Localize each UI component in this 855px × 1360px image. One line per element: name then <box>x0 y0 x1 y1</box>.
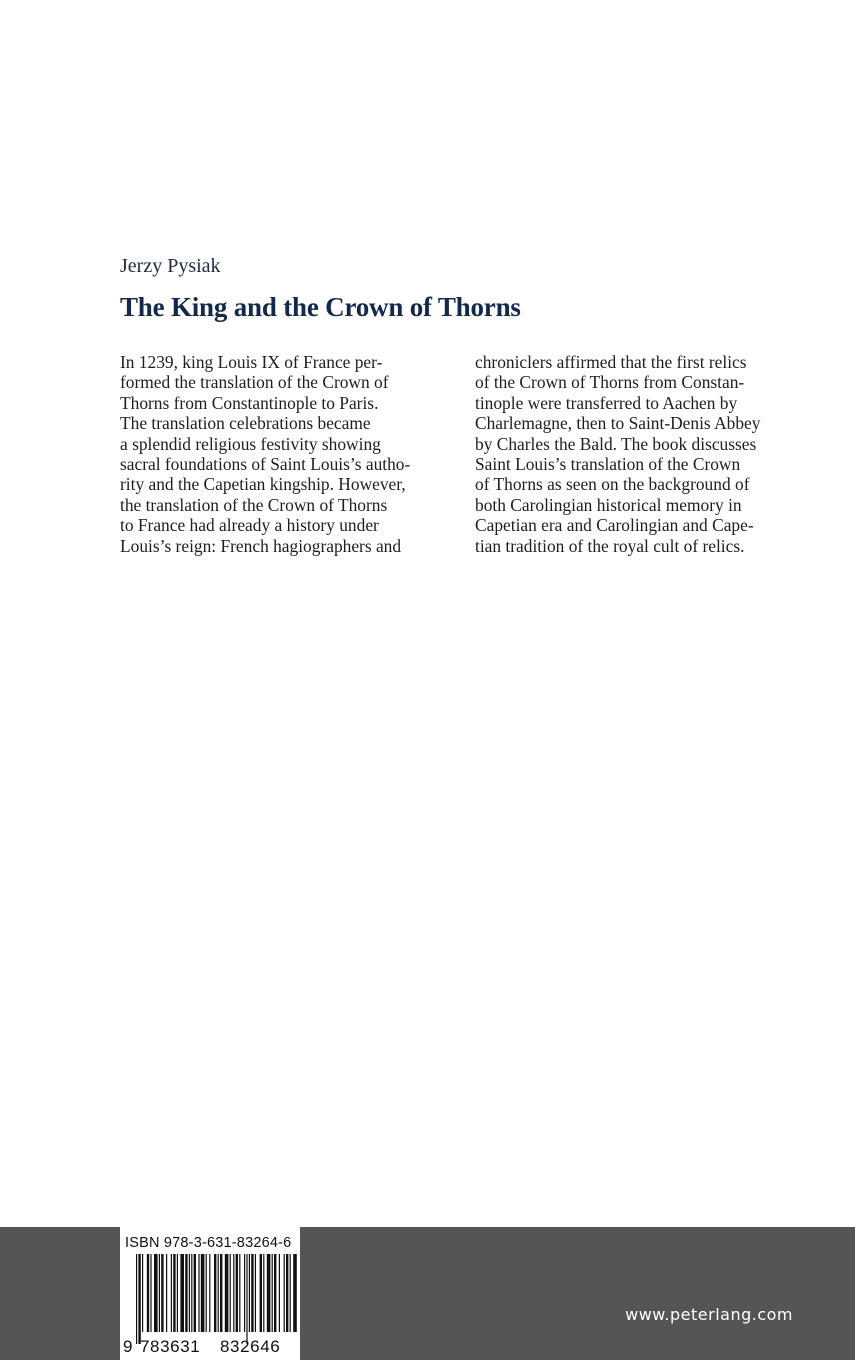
barcode <box>122 1254 298 1360</box>
barcode-bar <box>177 1254 178 1332</box>
barcode-bar <box>279 1254 280 1332</box>
barcode-bar <box>251 1254 253 1332</box>
barcode-bar <box>284 1254 285 1332</box>
publisher-url[interactable]: www.peterlang.com <box>625 1305 793 1324</box>
barcode-bar <box>274 1254 276 1332</box>
barcode-bar <box>147 1254 149 1332</box>
blurb-line: Louis’s reign: French hagiographers and <box>120 535 402 556</box>
barcode-digits-right: 832646 <box>220 1337 281 1356</box>
barcode-bar <box>194 1254 196 1332</box>
blurb-line: of the Crown of Thorns from Constan- <box>475 372 745 393</box>
barcode-bar <box>249 1254 250 1332</box>
barcode-bar <box>246 1254 247 1344</box>
barcode-bar <box>185 1254 187 1332</box>
barcode-bar <box>180 1254 184 1332</box>
blurb-line: the translation of the Crown of Thorns <box>120 494 388 515</box>
barcode-bar <box>191 1254 192 1332</box>
blurb-line: Saint Louis’s translation of the Crown <box>475 453 741 474</box>
barcode-bar <box>263 1254 264 1332</box>
barcode-bar <box>218 1254 219 1332</box>
barcode-digit-first: 9 <box>123 1337 133 1356</box>
barcode-bar <box>244 1254 245 1332</box>
barcode-bar <box>272 1254 273 1332</box>
blurb-column-left <box>120 352 440 556</box>
blurb-line: of Thorns as seen on the background of <box>475 474 750 495</box>
blurb-line: tian tradition of the royal cult of relics. <box>475 535 745 556</box>
blurb-line: tinople were transferred to Aachen by <box>475 392 738 413</box>
isbn-barcode-box <box>120 1227 300 1360</box>
barcode-bar <box>239 1254 240 1332</box>
isbn-label: ISBN 978-3-631-83264-6 <box>125 1235 292 1251</box>
blurb-line: by Charles the Bald. The book discusses <box>475 433 757 454</box>
barcode-bar <box>142 1254 143 1332</box>
barcode-bar <box>260 1254 262 1332</box>
barcode-bar <box>201 1254 205 1332</box>
barcode-bar <box>209 1254 210 1332</box>
blurb-line: Capetian era and Carolingian and Cape- <box>475 515 754 536</box>
barcode-bar <box>233 1254 234 1332</box>
blurb-line: to France had already a history under <box>120 515 379 536</box>
barcode-bar <box>161 1254 163 1332</box>
blurb-line: Charlemagne, then to Saint-Denis Abbey <box>475 413 761 434</box>
blurb-column-right <box>475 352 795 556</box>
barcode-bar <box>286 1254 288 1332</box>
barcode-bar <box>154 1254 158 1332</box>
barcode-digits-left: 783631 <box>140 1337 201 1356</box>
barcode-bar <box>173 1254 175 1332</box>
barcode-bar <box>136 1254 137 1344</box>
barcode-bar <box>171 1254 172 1332</box>
barcode-bar <box>230 1254 231 1332</box>
barcode-bar <box>138 1254 140 1344</box>
blurb-line: formed the translation of the Crown of <box>120 372 389 393</box>
blurb-line: Thorns from Constantinople to Paris. <box>120 392 379 413</box>
blurb-line: chroniclers affirmed that the first relics <box>475 352 747 372</box>
book-title: The King and the Crown of Thorns <box>120 292 521 322</box>
blurb-line: The translation celebrations became <box>120 413 371 434</box>
barcode-bar <box>189 1254 190 1332</box>
barcode-bar <box>166 1254 167 1332</box>
blurb-line: In 1239, king Louis IX of France per- <box>120 352 383 372</box>
author-name: Jerzy Pysiak <box>120 255 221 277</box>
barcode-bar <box>159 1254 160 1332</box>
barcode-bar <box>220 1254 222 1332</box>
barcode-bar <box>150 1254 151 1332</box>
barcode-bar <box>267 1254 271 1332</box>
barcode-bar <box>236 1254 238 1332</box>
barcode-bar <box>290 1254 291 1332</box>
barcode-bar <box>225 1254 229 1332</box>
barcode-bar <box>206 1254 207 1332</box>
barcode-bar <box>214 1254 216 1332</box>
blurb-line: both Carolingian historical memory in <box>475 494 742 515</box>
blurb-line: rity and the Capetian kingship. However, <box>120 474 406 495</box>
barcode-bar <box>255 1254 256 1332</box>
blurb-line: sacral foundations of Saint Louis’s autho- <box>120 453 411 474</box>
blurb-line: a splendid religious festivity showing <box>120 433 381 454</box>
barcode-bar <box>198 1254 199 1332</box>
barcode-bar <box>293 1254 297 1332</box>
